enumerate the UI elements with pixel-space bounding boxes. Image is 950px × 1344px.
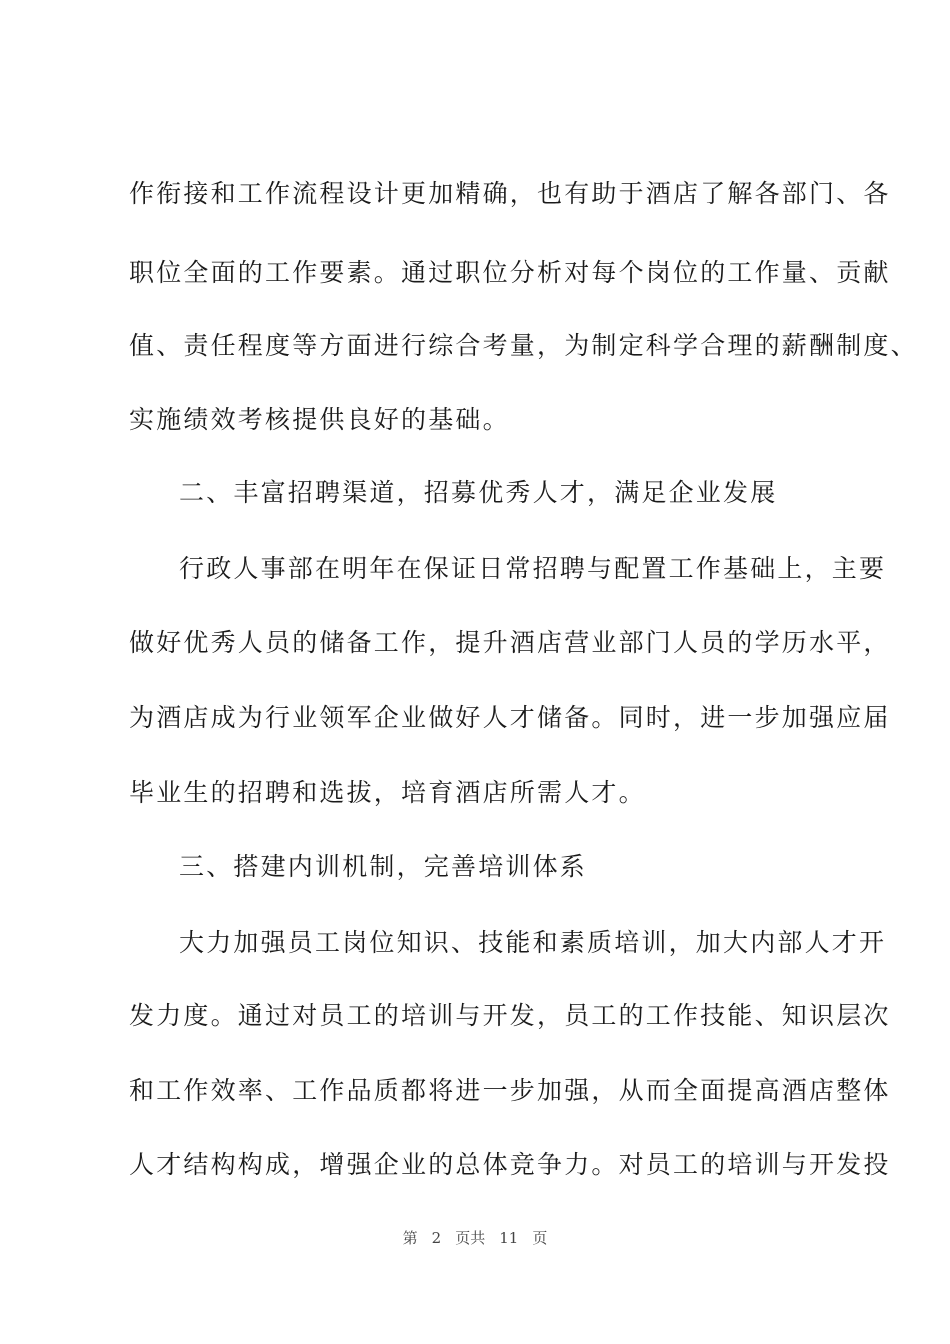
footer-total-pages: 11	[499, 1229, 519, 1247]
paragraph-3-line-3: 和工作效率、工作品质都将进一步加强，从而全面提高酒店整体	[129, 1076, 891, 1105]
paragraph-1-line-4: 实施绩效考核提供良好的基础。	[129, 405, 510, 434]
paragraph-1-line-1: 作衔接和工作流程设计更加精确，也有助于酒店了解各部门、各	[129, 179, 891, 208]
paragraph-1-line-2: 职位全面的工作要素。通过职位分析对每个岗位的工作量、贡献	[129, 258, 891, 287]
footer-middle: 页共	[455, 1229, 486, 1247]
footer-prefix: 第	[402, 1229, 418, 1247]
page-footer	[0, 1227, 950, 1248]
paragraph-3-line-2: 发力度。通过对员工的培训与开发，员工的工作技能、知识层次	[129, 1001, 891, 1030]
section-heading-2: 二、丰富招聘渠道，招募优秀人才，满足企业发展	[179, 478, 778, 507]
paragraph-3-line-1: 大力加强员工岗位知识、技能和素质培训，加大内部人才开	[179, 928, 887, 957]
paragraph-1-line-3: 值、责任程度等方面进行综合考量，为制定科学合理的薪酬制度、	[129, 331, 918, 360]
paragraph-2-line-4: 毕业生的招聘和选拔，培育酒店所需人才。	[129, 778, 646, 807]
footer-page-number: 2	[431, 1229, 442, 1247]
paragraph-2-line-2: 做好优秀人员的储备工作，提升酒店营业部门人员的学历水平，	[129, 628, 891, 657]
paragraph-3-line-4: 人才结构构成，增强企业的总体竞争力。对员工的培训与开发投	[129, 1150, 891, 1179]
section-heading-3: 三、搭建内训机制，完善培训体系	[179, 852, 588, 881]
paragraph-2-line-3: 为酒店成为行业领军企业做好人才储备。同时，进一步加强应届	[129, 703, 891, 732]
footer-suffix: 页	[532, 1229, 548, 1247]
paragraph-2-line-1: 行政人事部在明年在保证日常招聘与配置工作基础上，主要	[179, 554, 887, 583]
